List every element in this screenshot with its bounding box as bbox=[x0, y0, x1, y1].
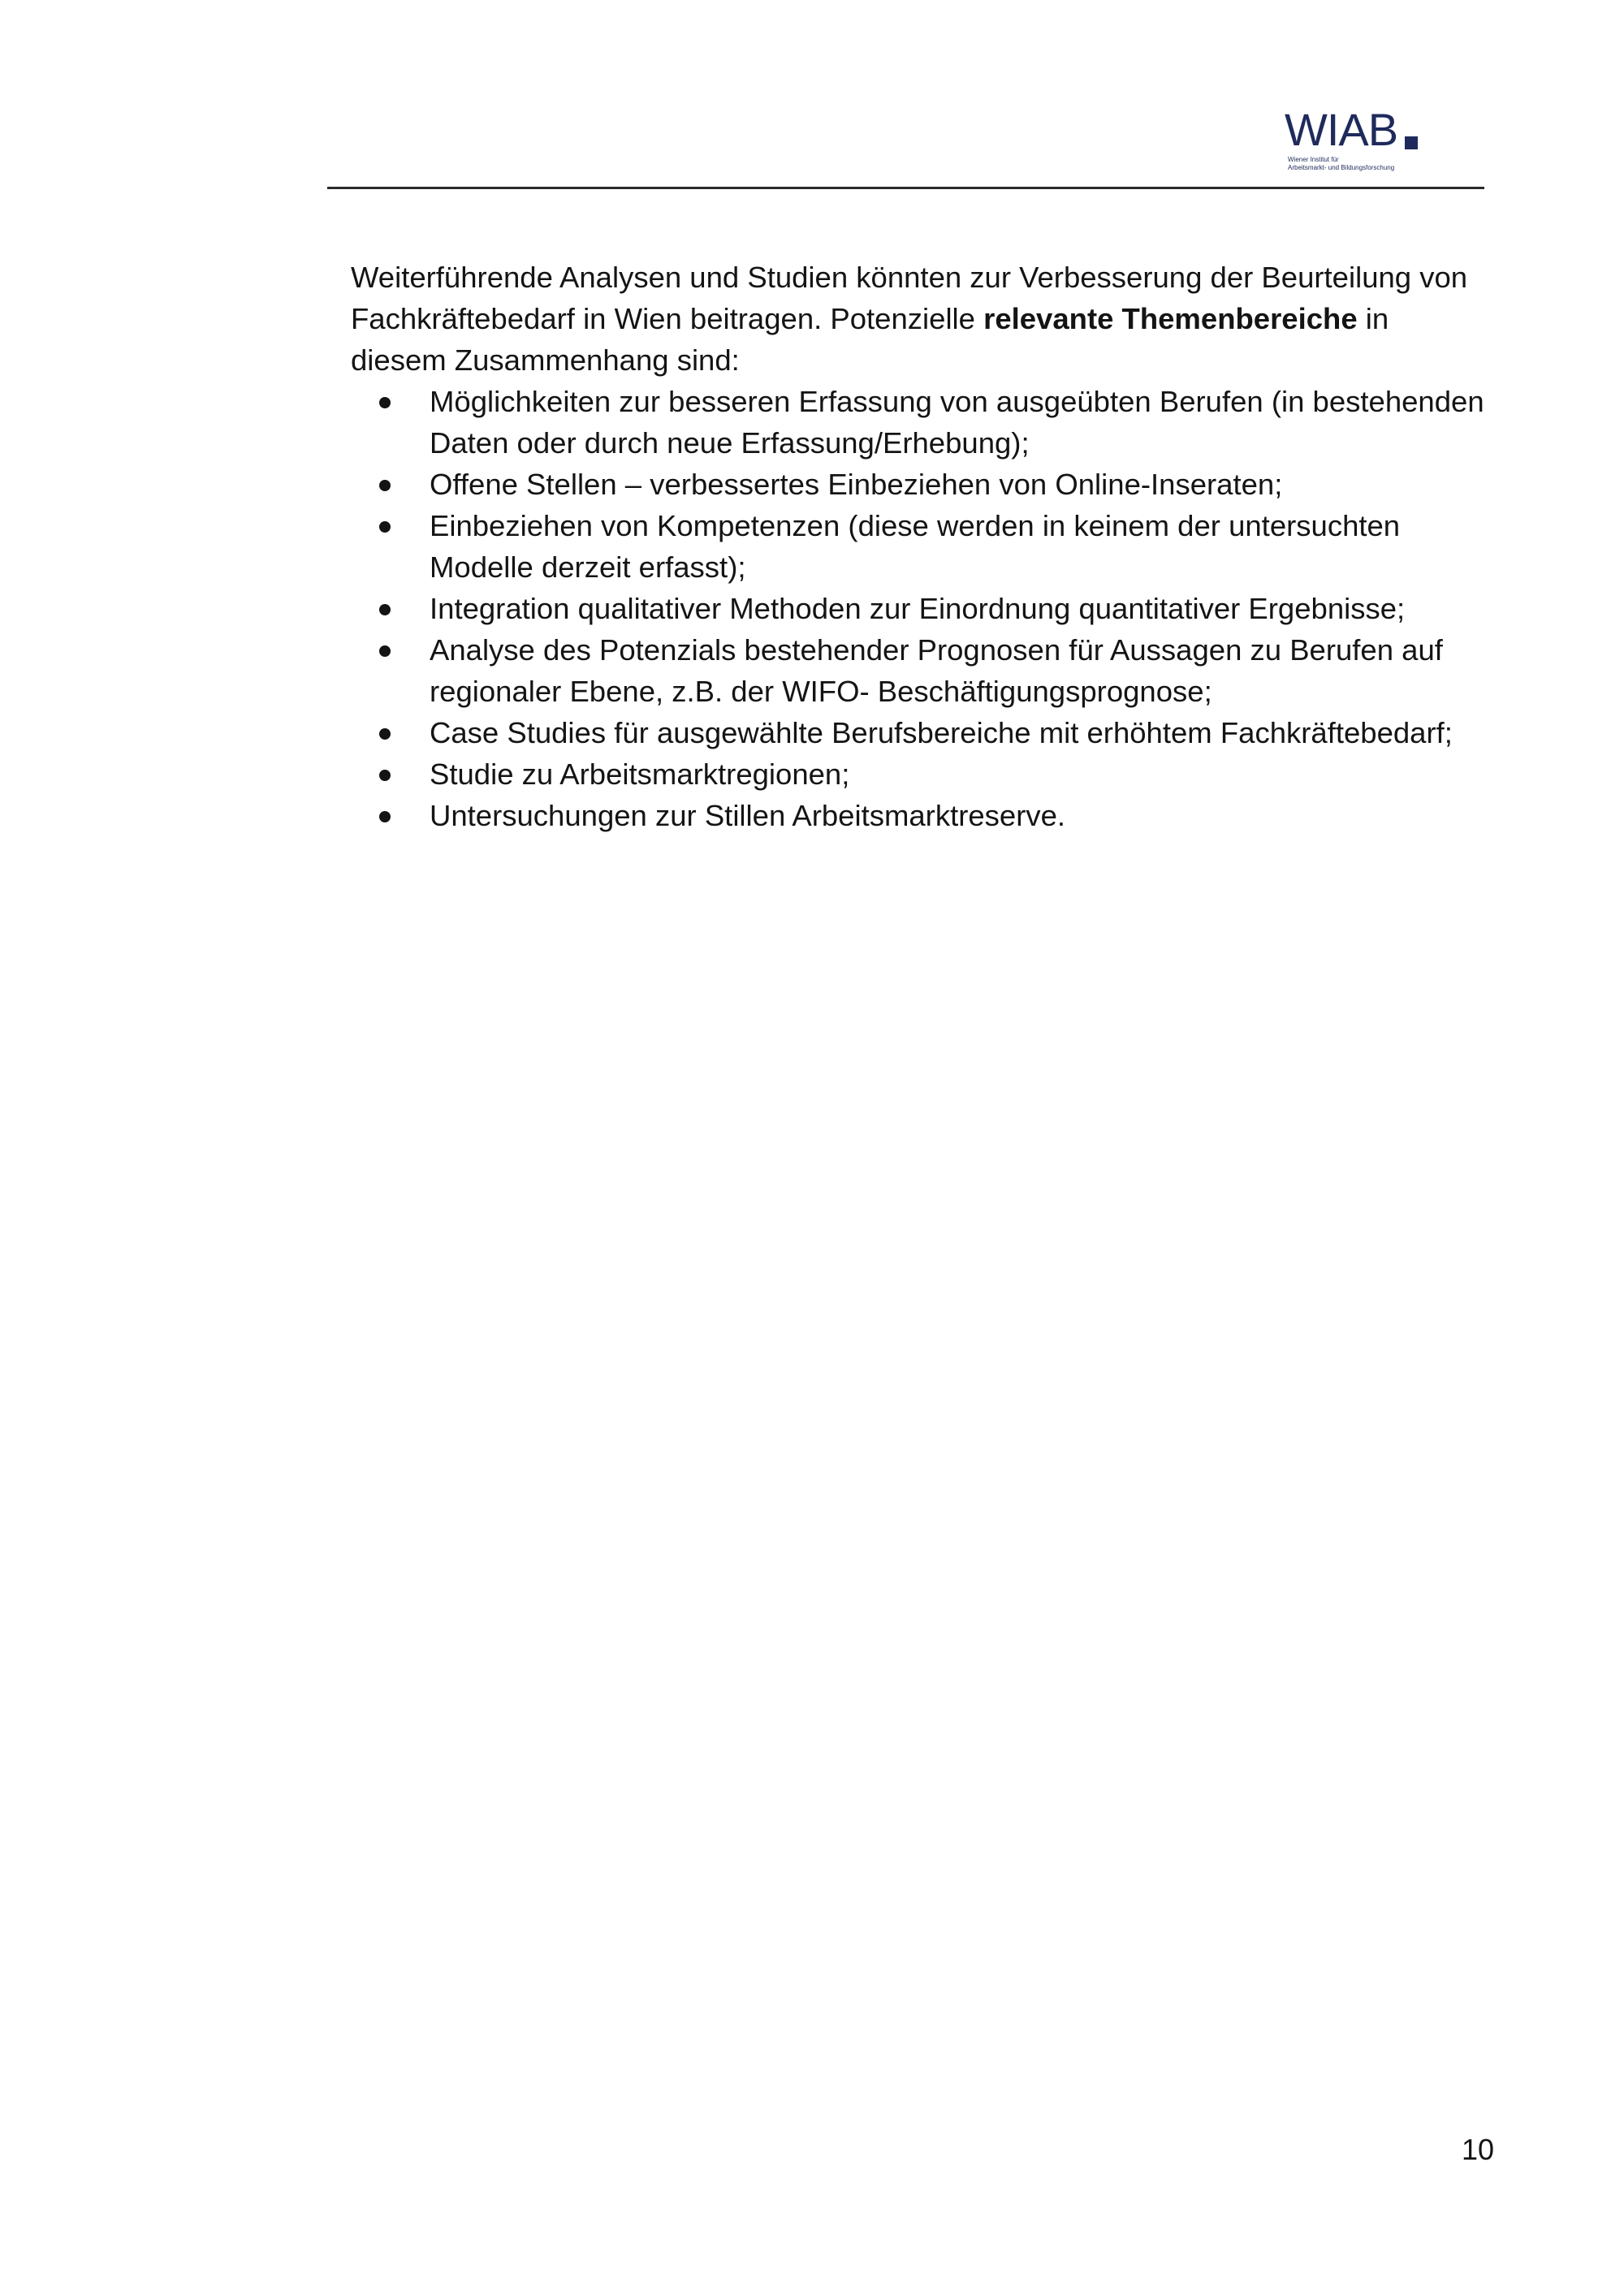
intro-bold-text: relevante Themenbereiche bbox=[983, 302, 1358, 335]
bullet-icon bbox=[379, 770, 391, 781]
list-item-text: Case Studies für ausgewählte Berufsbereiche mit erhöhtem Fachkräftebedarf; bbox=[430, 716, 1453, 749]
list-item bbox=[351, 588, 1488, 629]
main-content bbox=[351, 257, 1488, 836]
list-item bbox=[351, 753, 1488, 795]
list-item bbox=[351, 505, 1488, 588]
list-item-text: Untersuchungen zur Stillen Arbeitsmarktreserve. bbox=[430, 799, 1066, 832]
intro-paragraph bbox=[351, 257, 1488, 381]
list-item bbox=[351, 381, 1488, 464]
topics-list bbox=[351, 381, 1488, 836]
list-item bbox=[351, 464, 1488, 505]
wiab-logo bbox=[1285, 104, 1431, 174]
bullet-icon bbox=[379, 811, 391, 822]
bullet-icon bbox=[379, 397, 391, 408]
list-item-text: Integration qualitativer Methoden zur Einordnung quantitativer Ergebnisse; bbox=[430, 592, 1406, 625]
bullet-icon bbox=[379, 480, 391, 491]
logo-square-icon bbox=[1405, 136, 1418, 149]
logo-subtitle-line2: Arbeitsmarkt- und Bildungsforschung bbox=[1288, 164, 1395, 171]
logo-wordmark: WIAB bbox=[1285, 104, 1398, 155]
intro-text-part2: in diesem Zusammenhang sind: bbox=[351, 302, 1389, 377]
bullet-icon bbox=[379, 604, 391, 615]
list-item-text: Offene Stellen – verbessertes Einbeziehen von Online-Inseraten; bbox=[430, 468, 1283, 501]
list-item-text: Studie zu Arbeitsmarktregionen; bbox=[430, 757, 850, 791]
list-item bbox=[351, 629, 1488, 712]
page-number: 10 bbox=[1461, 2133, 1494, 2166]
bullet-icon bbox=[379, 645, 391, 657]
bullet-icon bbox=[379, 521, 391, 533]
list-item-text: Einbeziehen von Kompetenzen (diese werden in keinem der untersuchten Modelle derzeit erfasst); bbox=[430, 509, 1401, 584]
header-divider bbox=[327, 187, 1484, 189]
list-item-text: Möglichkeiten zur besseren Erfassung von ausgeübten Berufen (in bestehenden Daten oder durch neue Erfassung/Erhebung); bbox=[430, 385, 1484, 460]
list-item bbox=[351, 795, 1488, 836]
intro-text-part1: Weiterführende Analysen und Studien könnten zur Verbesserung der Beurteilung von Fachkräftebedarf in Wien beitragen. Potenzielle bbox=[351, 261, 1468, 335]
list-item bbox=[351, 712, 1488, 753]
bullet-icon bbox=[379, 728, 391, 740]
list-item-text: Analyse des Potenzials bestehender Prognosen für Aussagen zu Berufen auf regionaler Ebene, z.B. der WIFO- Beschäftigungsprognose; bbox=[430, 633, 1443, 708]
logo-subtitle-line1: Wiener Institut für bbox=[1288, 156, 1339, 163]
